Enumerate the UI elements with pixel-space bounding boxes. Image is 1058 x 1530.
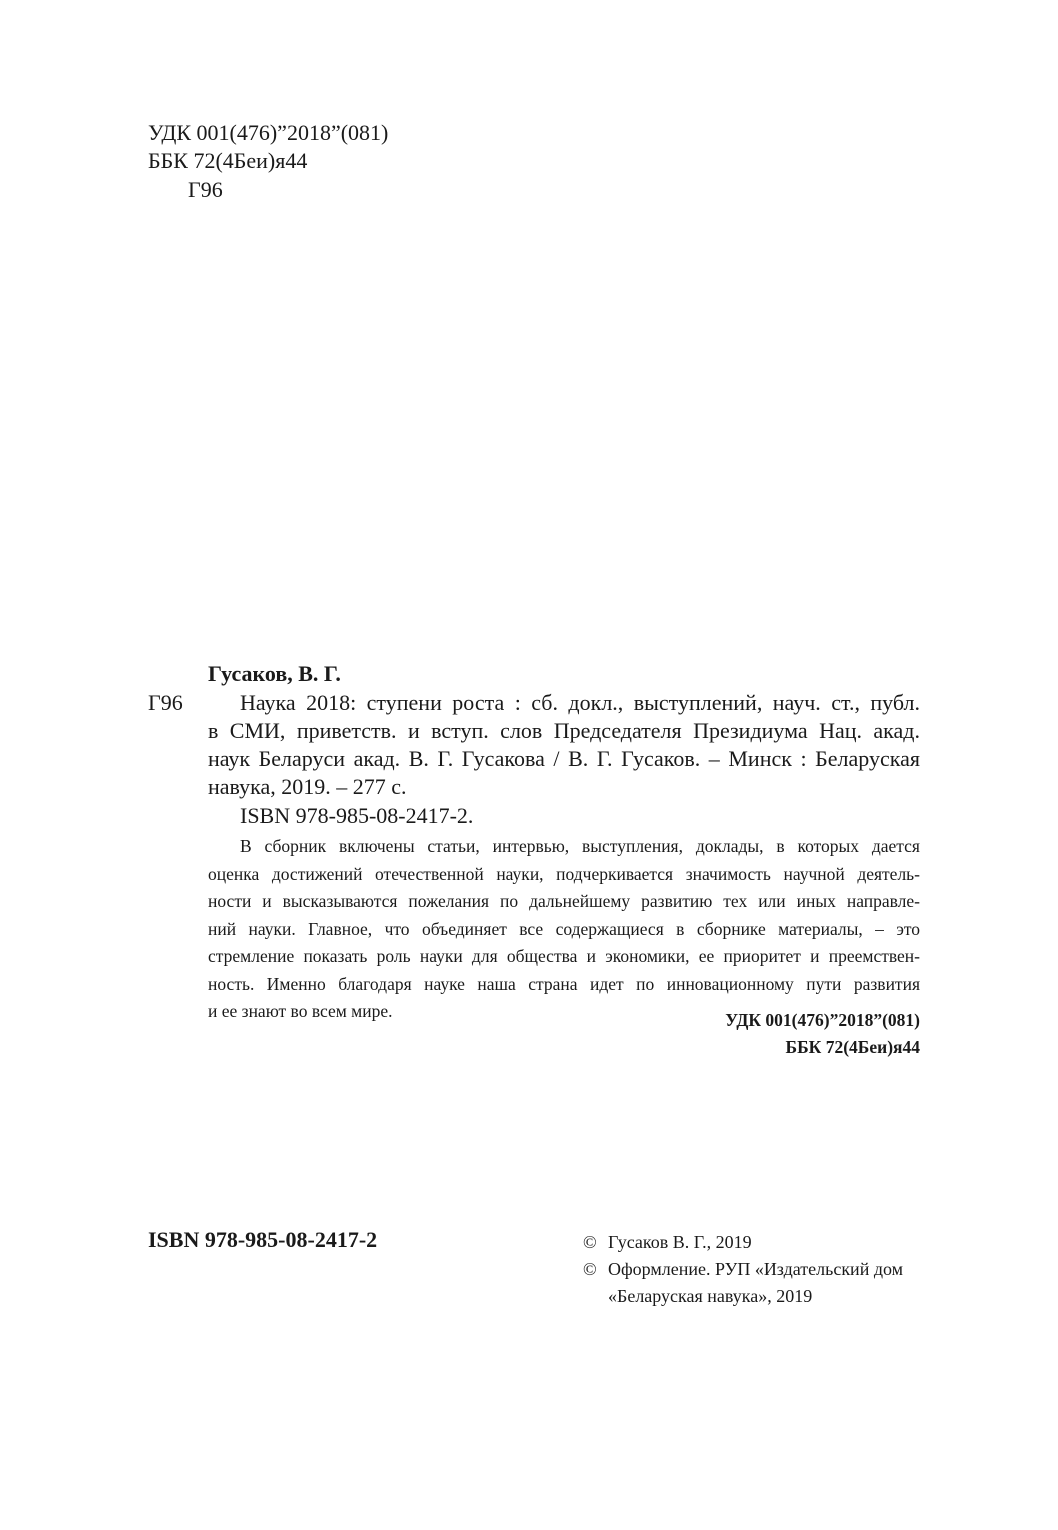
annotation-line: ний науки. Главное, что объединяет все содержащиеся в сборнике материалы, – это — [208, 918, 920, 939]
bbk-code-top: ББК 72(4Беи)я44 — [148, 148, 308, 173]
annotation-line: и ее знают во всем мире. — [208, 1001, 393, 1021]
copyright-publisher: «Беларуская навука», 2019 — [608, 1286, 813, 1306]
copyright-icon: © — [583, 1259, 597, 1279]
bib-line: Наука 2018: ступени роста : сб. докл., выступлений, науч. ст., публ. — [240, 690, 920, 715]
isbn-main: ISBN 978-985-08-2417-2 — [148, 1227, 378, 1252]
copyright-block — [583, 1229, 943, 1310]
bib-line: наук Беларуси акад. В. Г. Гусакова / В. Г. Гусаков. – Минск : Беларуская — [208, 746, 920, 771]
annotation-line: оценка достижений отечественной науки, подчеркивается значимость научной деятель- — [208, 863, 920, 884]
copyright-line-2 — [583, 1256, 943, 1283]
annotation-line: ность. Именно благодаря науке наша страна идет по инновационному пути развития — [208, 973, 920, 994]
annotation — [208, 833, 920, 1026]
copyright-author: Гусаков В. Г., 2019 — [608, 1232, 752, 1252]
copyright-design: Оформление. РУП «Издательский дом — [608, 1259, 904, 1279]
card-author: Гусаков, В. Г. — [208, 661, 341, 686]
udk-code-top: УДК 001(476)”2018”(081) — [148, 120, 389, 145]
author-sign-top: Г96 — [188, 177, 223, 202]
copyright-icon: © — [583, 1232, 597, 1252]
bib-line: навука, 2019. – 277 с. — [208, 774, 407, 799]
annotation-line: стремление показать роль науки для общества и экономики, ее приоритет и преемствен- — [208, 946, 920, 966]
bbk-code-card: ББК 72(4Беи)я44 — [785, 1037, 920, 1057]
card-isbn: ISBN 978-985-08-2417-2. — [240, 803, 474, 828]
copyright-line-1 — [583, 1229, 943, 1256]
udk-code-card: УДК 001(476)”2018”(081) — [725, 1010, 920, 1030]
card-author-sign: Г96 — [148, 690, 183, 715]
annotation-line: ности и высказываются пожелания по дальнейшему развитию тех или иных направле- — [208, 891, 920, 911]
annotation-line: В сборник включены статьи, интервью, выступления, доклады, в которых дается — [240, 836, 920, 856]
bib-line: в СМИ, приветств. и вступ. слов Председателя Президиума Нац. акад. — [208, 718, 920, 743]
bibliographic-description — [208, 689, 920, 801]
